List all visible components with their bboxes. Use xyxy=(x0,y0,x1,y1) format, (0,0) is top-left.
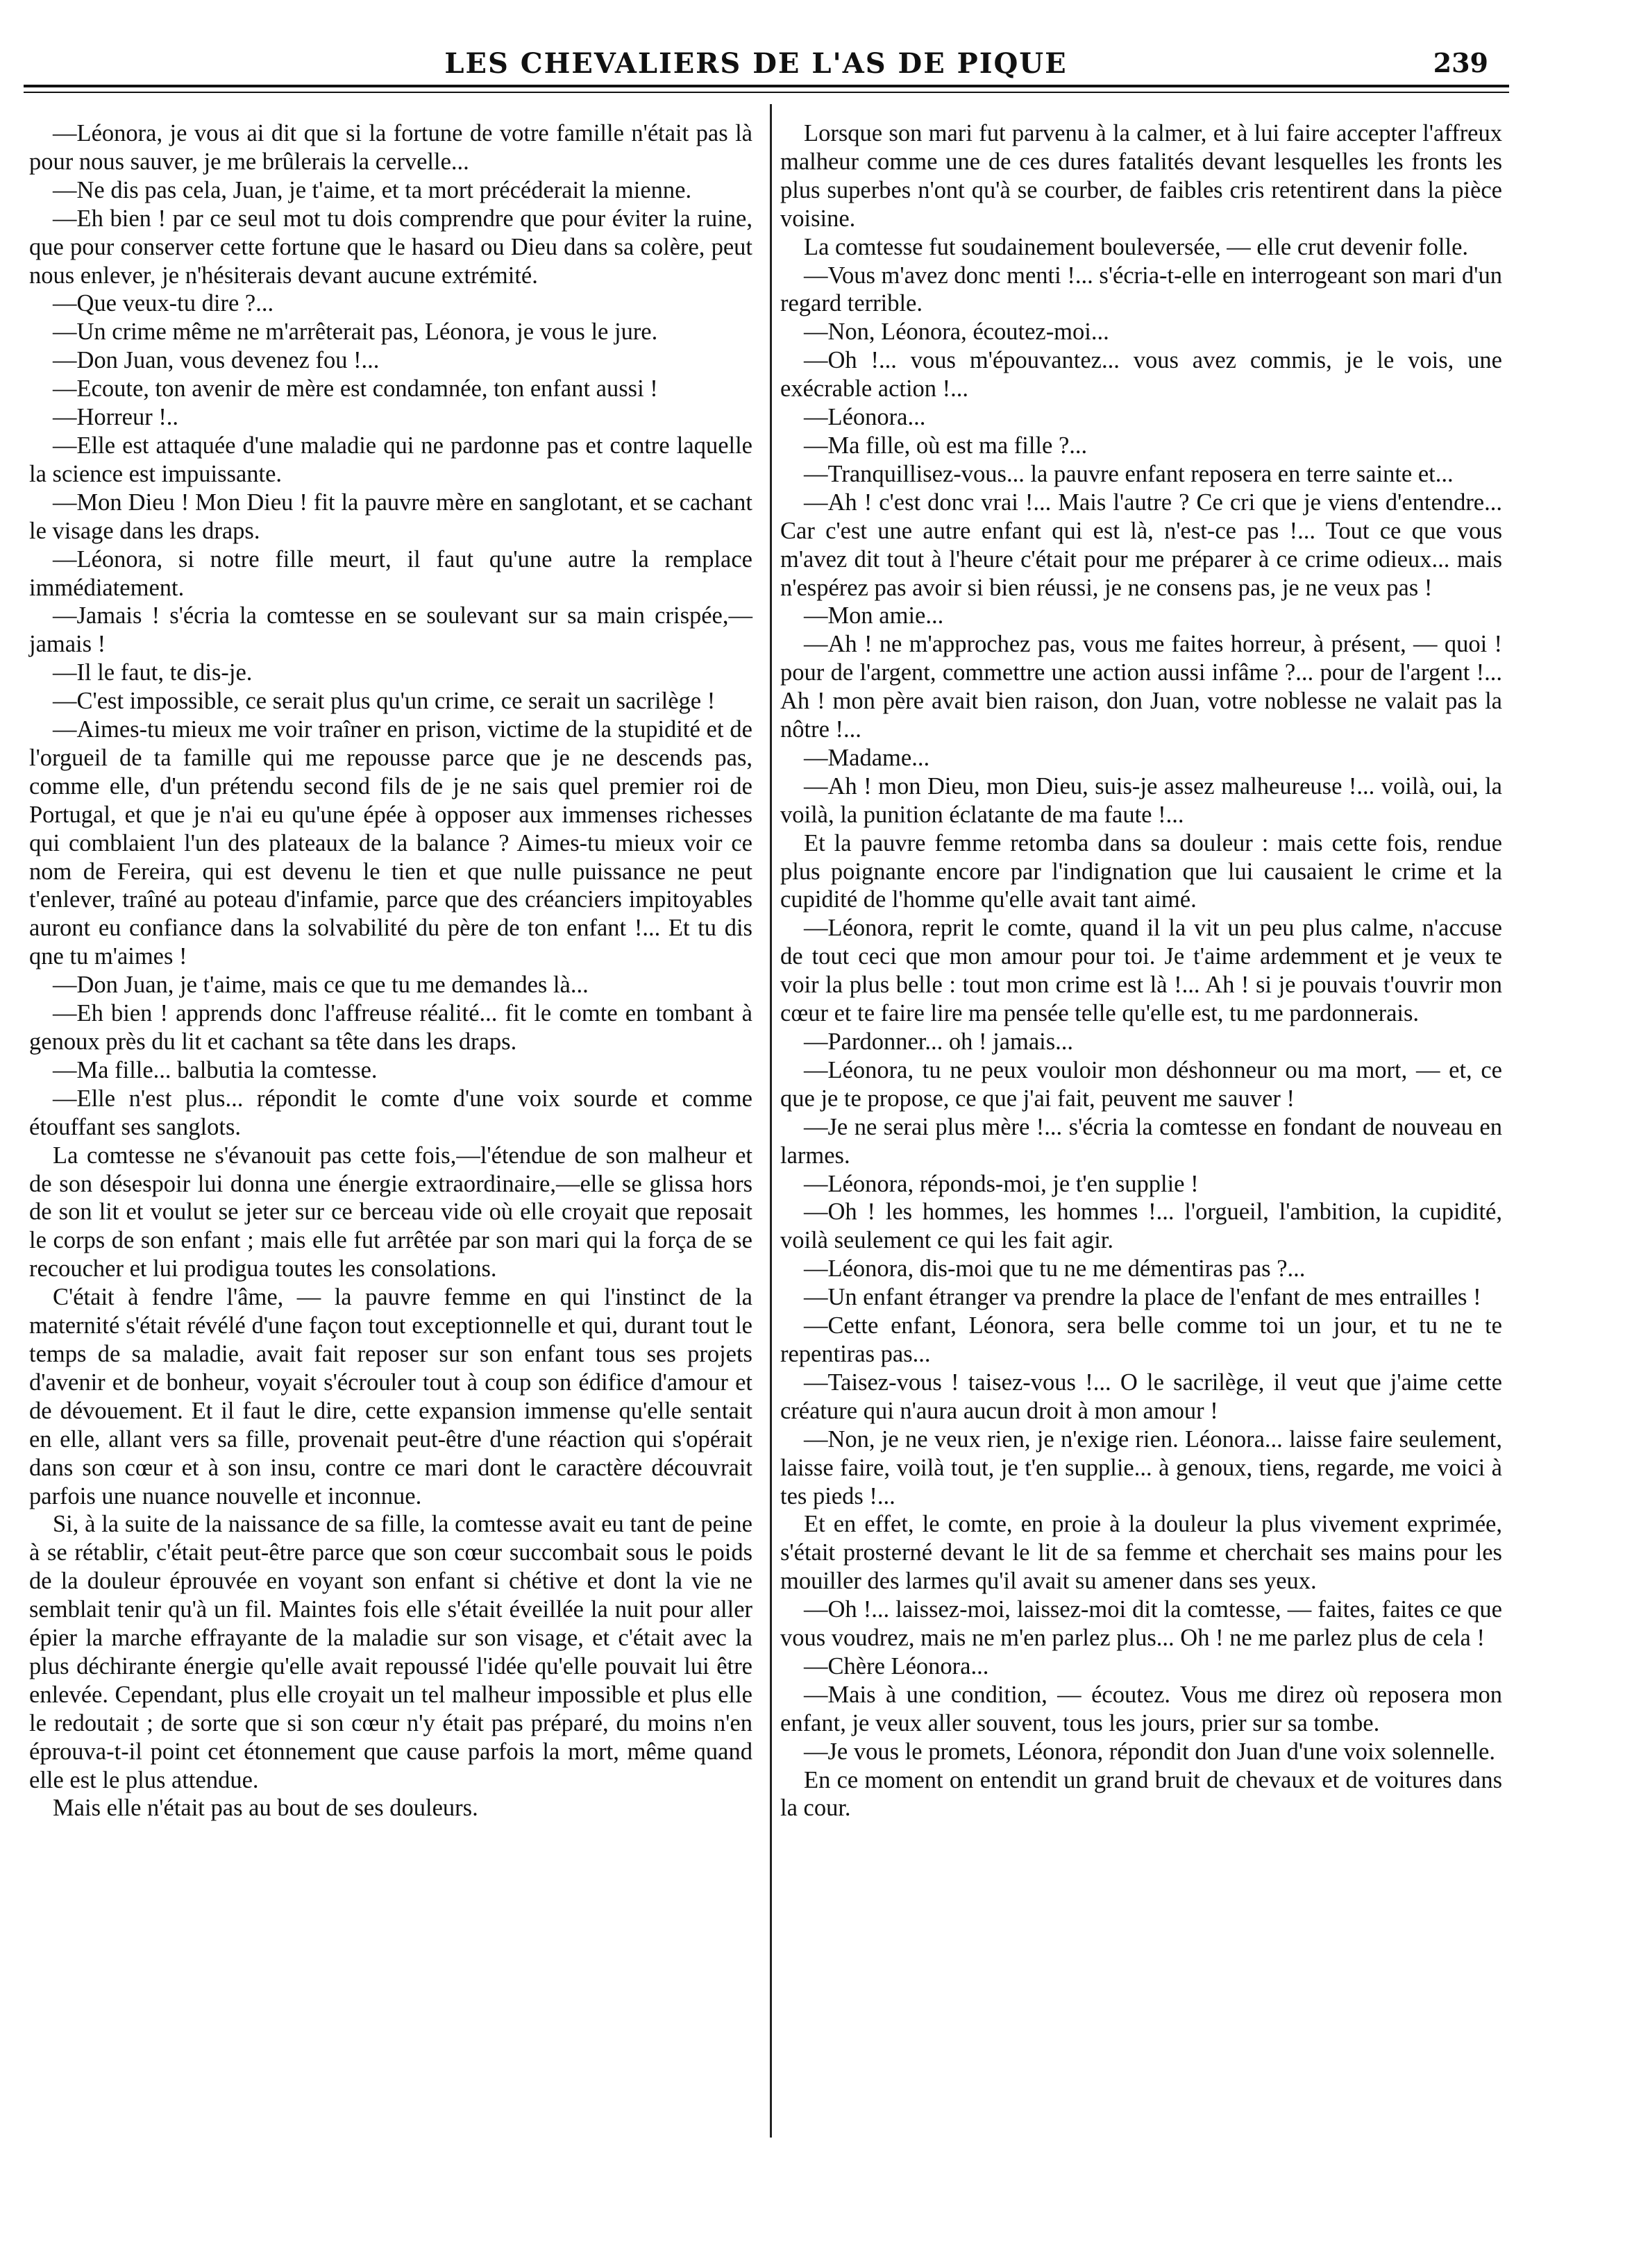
paragraph: —Léonora, je vous ai dit que si la fortune de votre famille n'était pas là pour nous sauver, je me brûlerais la cervelle... xyxy=(29,120,752,175)
paragraph: Et la pauvre femme retomba dans sa douleur : mais cette fois, rendue plus poignante encore par l'indignation que lui causaient le crime et la cupidité de l'homme qu'elle avait tant aimé. xyxy=(780,829,1502,913)
paragraph: —Oh !... laissez-moi, laissez-moi dit la comtesse, — faites, faites ce que vous voudrez, mais ne m'en parlez plus... Oh ! ne me parlez plus de cela ! xyxy=(780,1596,1502,1652)
paragraph: —Madame... xyxy=(804,744,930,771)
paragraph: La comtesse ne s'évanouit pas cette fois,—l'étendue de son malheur et de son désespoir lui donna une énergie extraordinaire,—elle se glissa hors de son lit et voulut se jeter sur ce berceau vide où elle croyait que reposait le corps de son enfant ; mais elle fut arrêtée par son mari qui la força de se recoucher et lui prodigua toutes les consolations. xyxy=(29,1142,752,1283)
paragraph: —C'est impossible, ce serait plus qu'un crime, ce serait un sacrilège ! xyxy=(53,688,716,715)
header-rule-thick xyxy=(24,85,1509,87)
paragraph: —Mon Dieu ! Mon Dieu ! fit la pauvre mère en sanglotant, et se cachant le visage dans les draps. xyxy=(29,489,752,544)
paragraph: —Taisez-vous ! taisez-vous !... O le sacrilège, il veut que j'aime cette créature qui n'aura aucun droit à mon amour ! xyxy=(780,1369,1502,1424)
paragraph: —Oh ! les hommes, les hommes !... l'orgueil, l'ambition, la cupidité, voilà seulement ce qui les fait agir. xyxy=(780,1199,1502,1254)
paragraph: —Elle est attaquée d'une maladie qui ne pardonne pas et contre laquelle la science est impuissante. xyxy=(29,432,752,487)
paragraph: —Un crime même ne m'arrêterait pas, Léonora, je vous le jure. xyxy=(53,319,658,346)
paragraph: —Un enfant étranger va prendre la place de l'enfant de mes entrailles ! xyxy=(804,1284,1481,1311)
paragraph: Mais elle n'était pas au bout de ses douleurs. xyxy=(53,1795,478,1822)
header-rule-thin xyxy=(24,92,1509,93)
paragraph: —Léonora, si notre fille meurt, il faut qu'une autre la remplace immédiatement. xyxy=(29,545,752,601)
paragraph: —Non, je ne veux rien, je n'exige rien. Léonora... laisse faire seulement, laisse faire, voilà tout, je t'en supplie... à genoux, tiens, regarde, me voici à tes pieds !... xyxy=(780,1425,1502,1509)
paragraph: —Cette enfant, Léonora, sera belle comme toi un jour, et tu ne te repentiras pas... xyxy=(780,1312,1502,1367)
paragraph: —Vous m'avez donc menti !... s'écria-t-elle en interrogeant son mari d'un regard terrible. xyxy=(780,262,1502,317)
paragraph: —Oh !... vous m'épouvantez... vous avez commis, je le vois, une exécrable action !... xyxy=(780,347,1502,403)
paragraph: —Que veux-tu dire ?... xyxy=(53,290,274,317)
paragraph: En ce moment on entendit un grand bruit de chevaux et de voitures dans la cour. xyxy=(780,1766,1502,1822)
paragraph: —Ma fille... balbutia la comtesse. xyxy=(53,1056,378,1083)
column-divider xyxy=(770,104,772,2138)
paragraph: —Elle n'est plus... répondit le comte d'une voix sourde et comme étouffant ses sanglots. xyxy=(29,1085,752,1140)
paragraph: —Ne dis pas cela, Juan, je t'aime, et ta mort précéderait la mienne. xyxy=(53,176,692,203)
paragraph: —Ah ! c'est donc vrai !... Mais l'autre ? Ce cri que je viens d'entendre... Car c'est une autre enfant qui est là, n'est-ce pas !... Tout ce que vous m'avez dit tout à l'heure c'était pour me préparer à ce crime odieux... mais n'espérez pas avoir si bien réussi, je ne consens pas, je ne veux pas ! xyxy=(780,489,1502,601)
paragraph: —Don Juan, je t'aime, mais ce que tu me demandes là... xyxy=(53,972,589,999)
paragraph: —Pardonner... oh ! jamais... xyxy=(804,1029,1074,1055)
paragraph: —Ah ! mon Dieu, mon Dieu, suis-je assez malheureuse !... voilà, oui, la voilà, la punition éclatante de ma faute !... xyxy=(780,772,1502,828)
paragraph: Et en effet, le comte, en proie à la douleur la plus vivement exprimée, s'était prosterné devant le lit de sa femme et cherchait ses mains pour les mouiller des larmes qu'il avait su amener dans ses yeux. xyxy=(780,1511,1502,1595)
paragraph: —Je ne serai plus mère !... s'écria la comtesse en fondant de nouveau en larmes. xyxy=(780,1113,1502,1169)
paragraph: —Horreur !.. xyxy=(53,404,179,431)
paragraph: —Eh bien ! par ce seul mot tu dois comprendre que pour éviter la ruine, que pour conserver cette fortune que le hasard ou Dieu dans sa colère, peut nous enlever, je n'hésiterais devant aucune extrémité. xyxy=(29,205,752,289)
paragraph: —Don Juan, vous devenez fou !... xyxy=(53,347,380,374)
paragraph: —Léonora... xyxy=(804,404,926,431)
page-header xyxy=(24,40,1488,85)
paragraph: —Ah ! ne m'approchez pas, vous me faites horreur, à présent, — quoi ! pour de l'argent, commettre une action aussi infâme ?... pour de l'argent !... Ah ! mon père avait bien raison, don Juan, votre noblesse ne valait pas la nôtre !... xyxy=(780,631,1502,743)
paragraph: —Ma fille, où est ma fille ?... xyxy=(804,432,1088,459)
paragraph: —Léonora, dis-moi que tu ne me démentiras pas ?... xyxy=(804,1255,1306,1283)
page-number: 239 xyxy=(1433,47,1488,78)
paragraph: —Léonora, tu ne peux vouloir mon déshonneur ou ma mort, — et, ce que je te propose, ce que j'ai fait, peuvent me sauver ! xyxy=(780,1056,1502,1112)
paragraph: Lorsque son mari fut parvenu à la calmer, et à lui faire accepter l'affreux malheur comme une de ces dures fatalités devant lesquelles les fronts les plus superbes n'ont qu'à se courber, de faibles cris retentirent dans la pièce voisine. xyxy=(780,120,1502,232)
right-text-column xyxy=(780,119,1502,1822)
paragraph: —Mon amie... xyxy=(804,602,944,629)
paragraph: —Chère Léonora... xyxy=(804,1652,989,1679)
paragraph: C'était à fendre l'âme, — la pauvre femme en qui l'instinct de la maternité s'était révélé d'une façon tout exceptionnelle et qui, durant tout le temps de sa maladie, avait fait reposer sur son enfant tous ses projets d'avenir et de bonheur, voyait s'écrouler tout à coup son édifice d'amour et de dévouement. Et il faut le dire, cette expansion immense qu'elle sentait en elle, allant vers sa fille, provenait peut-être d'une réaction qui s'opérait dans son cœur et à son insu, contre ce mari dont le caractère découvrait parfois une nuance nouvelle et inconnue. xyxy=(29,1284,752,1509)
paragraph: —Léonora, reprit le comte, quand il la vit un peu plus calme, n'accuse de tout ceci que mon amour pour toi. Je t'aime ardemment et je veux te voir la plus belle : tout mon crime est là !... Ah ! si je pouvais t'ouvrir mon cœur et te faire lire ma pensée telle qu'elle est, tu me pardonnerais. xyxy=(780,915,1502,1027)
paragraph: —Eh bien ! apprends donc l'affreuse réalité... fit le comte en tombant à genoux près du lit et cachant sa tête dans les draps. xyxy=(29,1000,752,1055)
left-text-column xyxy=(29,119,752,1822)
paragraph: —Non, Léonora, écoutez-moi... xyxy=(804,319,1109,346)
paragraph: Si, à la suite de la naissance de sa fille, la comtesse avait eu tant de peine à se rétablir, c'était peut-être parce que son cœur succombait sous le poids de la douleur éprouvée en voyant son enfant si chétive et dont la vie ne semblait tenir qu'à un fil. Maintes fois elle s'était éveillée la nuit pour aller épier la marche effrayante de la maladie sur son visage, et c'était avec la plus déchirante énergie qu'elle avait repoussé l'idée qu'elle pouvait lui être enlevée. Cependant, plus elle croyait un tel malheur impossible et plus elle le redoutait ; de sorte que si son cœur n'y était pas préparé, du moins n'en éprouva-t-il point cet étonnement que cause parfois la mort, même quand elle est le plus attendue. xyxy=(29,1511,752,1793)
paragraph: —Ecoute, ton avenir de mère est condamnée, ton enfant aussi ! xyxy=(53,375,658,403)
running-title: LES CHEVALIERS DE L'AS DE PIQUE xyxy=(444,47,1068,80)
paragraph: La comtesse fut soudainement bouleversée, — elle crut devenir folle. xyxy=(804,233,1469,260)
paragraph: —Il le faut, te dis-je. xyxy=(53,659,253,686)
paragraph: —Jamais ! s'écria la comtesse en se soulevant sur sa main crispée,—jamais ! xyxy=(29,602,752,658)
paragraph: —Mais à une condition, — écoutez. Vous me direz où reposera mon enfant, je veux aller souvent, tous les jours, prier sur sa tombe. xyxy=(780,1681,1502,1736)
paragraph: —Tranquillisez-vous... la pauvre enfant reposera en terre sainte et... xyxy=(804,460,1454,487)
paragraph: —Léonora, réponds-moi, je t'en supplie ! xyxy=(804,1170,1199,1197)
paragraph: —Je vous le promets, Léonora, répondit don Juan d'une voix solennelle. xyxy=(804,1738,1495,1765)
paragraph: —Aimes-tu mieux me voir traîner en prison, victime de la stupidité et de l'orgueil de ta famille qui me repousse parce que je ne descends pas, comme elle, d'un prétendu second fils de je ne sais quel premier roi de Portugal, et que je n'ai eu qu'une épée à opposer aux immenses richesses qui comblaient l'un des plateaux de la balance ? Aimes-tu mieux voir ce nom de Fereira, qui est devenu le tien et que nulle puissance ne peut t'enlever, traîné au poteau d'infamie, parce que des créanciers impitoyables auront eu confiance dans la solvabilité du père de ton enfant !... Et tu dis qne tu m'aimes ! xyxy=(29,716,752,970)
